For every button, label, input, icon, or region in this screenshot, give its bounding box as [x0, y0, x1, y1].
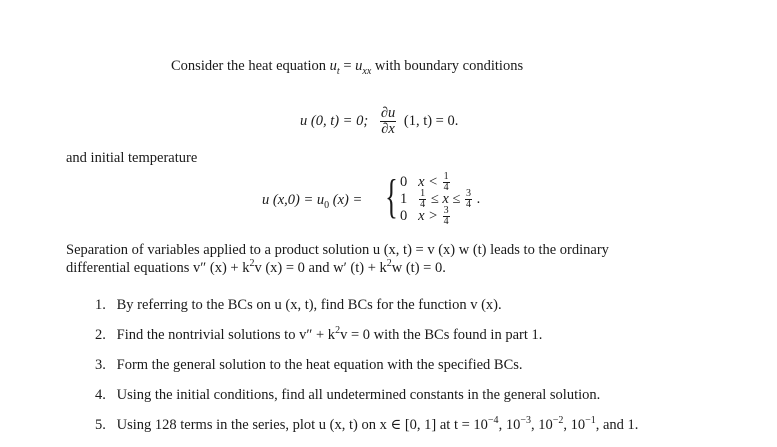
separation-line-1: Separation of variables applied to a product solution u (x, t) = v (x) w (t) leads to the ordinary — [66, 242, 609, 258]
initial-label: and initial temperature — [66, 150, 198, 166]
heat-equation: $u_t = u_{xx}$ — [329, 58, 372, 77]
case-row: 0 x > $\frac{3}{4}$ — [400, 205, 449, 227]
intro-line: Consider the heat equation $u_t = u_{xx}$ with boundary conditions — [171, 58, 524, 77]
list-item: 1. By referring to the BCs on u (x, t), find BCs for the function v (x). — [95, 297, 502, 313]
case-row: 1 $\frac{1}{4}$ ≤ x ≤ $\frac{3}{4}$ . — [400, 188, 481, 210]
cases — [400, 171, 481, 227]
list-item: 4. Using the initial conditions, find all undetermined constants in the general solution. — [95, 387, 601, 403]
list-item: 5. Using 128 terms in the series, plot u (x, t) on x ∈ [0, 1] at $t = 10^{-4}$, $10^{-3}$, $10^{-2}$, $10^{-1}$, and 1. — [95, 415, 639, 433]
list-item: 3. Form the general solution to the heat equation with the specified BCs. — [95, 357, 523, 373]
list-item: 2. Find the nontrivial solutions to $v'' + k^2v = 0$ with the BCs found in part 1. — [95, 325, 543, 343]
boundary-conditions: u (0, t) = 0; $\frac{\partial u}{\partial x}$ (1, t) = 0. — [300, 105, 459, 138]
separation-line-2: differential equations v″ $(x) + k^2v$ (x) = 0 and w′ $(t) + k^2w$ (t) = 0. — [66, 258, 446, 276]
case-row: 0 x < $\frac{1}{4}$ — [400, 171, 449, 193]
partial-derivative: $\frac{\partial u}{\partial x}$ — [380, 105, 396, 138]
initial-lhs: u $(x,0) = u_0$ (x) = — [262, 192, 363, 211]
left-brace: { — [385, 170, 398, 223]
